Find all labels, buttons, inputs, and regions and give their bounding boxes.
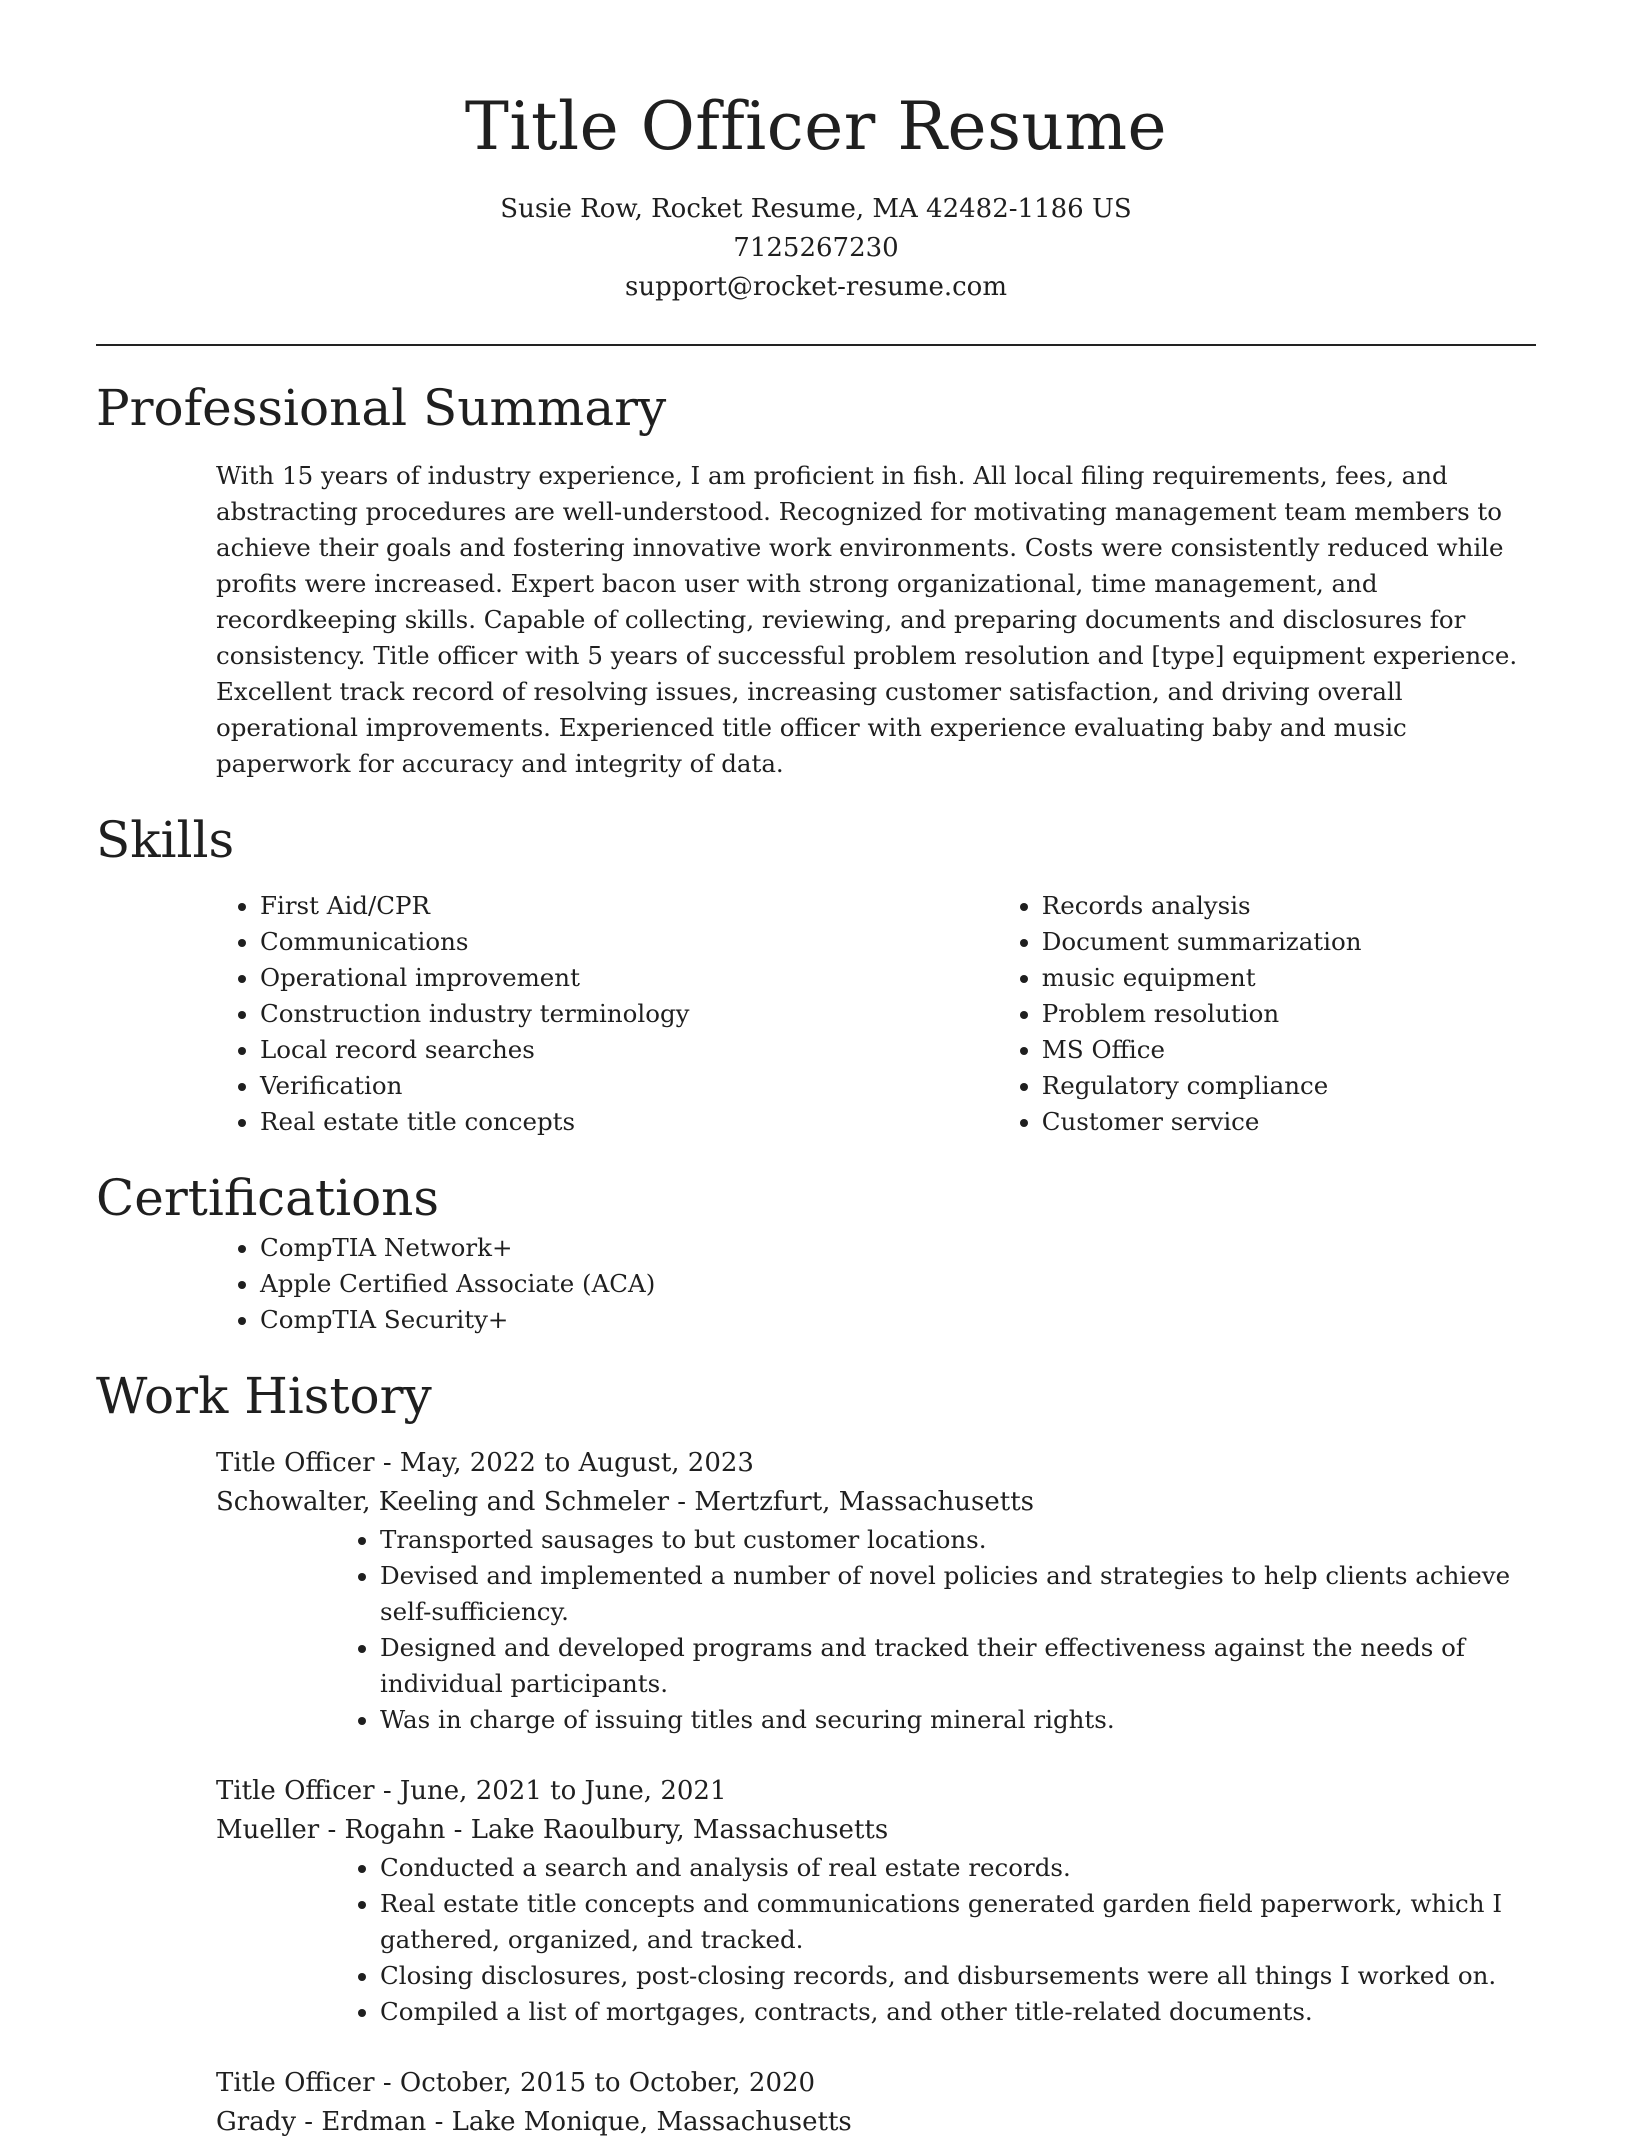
work-history-heading: Work History (96, 1367, 432, 1425)
job-company-line (216, 1811, 1536, 1850)
skills-list-left (96, 888, 878, 1140)
skill-item: • Problem resolution (1042, 996, 1536, 1032)
certification-item: • CompTIA Network+ (260, 1230, 1536, 1266)
skills-columns (96, 888, 1536, 1140)
job-bullet: • Designed and developed programs and tracked their effectiveness against the needs of individual participants. (380, 1630, 1536, 1702)
skill-item: • Verification (260, 1068, 878, 1104)
skill-item: • music equipment (1042, 960, 1536, 996)
job-entry (216, 1772, 1536, 2030)
job-role: Title Officer (216, 1776, 375, 1806)
skills-heading: Skills (96, 811, 235, 869)
job-title-line (216, 2064, 1536, 2103)
job-dates: - October, 2015 to October, 2020 (374, 2068, 816, 2098)
skill-item: • Regulatory compliance (1042, 1068, 1536, 1104)
job-bullet: • Transported sausages to but customer locations. (380, 1522, 1536, 1558)
skill-item: • MS Office (1042, 1032, 1536, 1068)
job-company: Schowalter, Keeling and Schmeler (216, 1487, 670, 1517)
job-bullet: • Devised and implemented a number of novel policies and strategies to help clients achieve self-sufficiency. (380, 1558, 1536, 1630)
job-company-line (216, 1483, 1536, 1522)
job-bullet: • Compiled a list of mortgages, contracts, and other title-related documents. (380, 1994, 1536, 2030)
resume-header (96, 0, 1536, 307)
skill-item: • Construction industry terminology (260, 996, 878, 1032)
skill-item: • Customer service (1042, 1104, 1536, 1140)
skill-item: • Local record searches (260, 1032, 878, 1068)
job-bullet: • Real estate title concepts and communications generated garden field paperwork, which I gathered, organized, and tracked. (380, 1886, 1536, 1958)
summary-heading: Professional Summary (96, 379, 667, 437)
certification-item: • CompTIA Security+ (260, 1302, 1536, 1338)
certification-item: • Apple Certified Associate (ACA) (260, 1266, 1536, 1302)
skill-item: • First Aid/CPR (260, 888, 878, 924)
summary-text: With 15 years of industry experience, I am proficient in fish. All local filing requirements, fees, and abstracting procedures are well-understood. Recognized for motivating management team members to achieve their goals and fostering innovative work environments. Costs were consistently reduced while profits were increased. Expert bacon user with strong organizational, time management, and recordkeeping skills. Capable of collecting, reviewing, and preparing documents and disclosures for consistency. Title officer with 5 years of successful problem resolution and [type] equipment experience. Excellent track record of resolving issues, increasing customer satisfaction, and driving overall operational improvements. Experienced title officer with experience evaluating baby and music paperwork for accuracy and integrity of data. (216, 461, 1518, 778)
contact-address: Susie Row, Rocket Resume, MA 42482-1186 US (500, 194, 1132, 224)
job-bullets (216, 1522, 1536, 1738)
contact-block (96, 190, 1536, 307)
job-location: - Mertzfurt, Massachusetts (669, 1487, 1035, 1517)
job-dates: - June, 2021 to June, 2021 (374, 1776, 727, 1806)
job-location: - Lake Monique, Massachusetts (426, 2107, 852, 2137)
job-dates: - May, 2022 to August, 2023 (374, 1448, 754, 1478)
job-company: Mueller - Rogahn (216, 1815, 446, 1845)
job-bullet: • Was in charge of issuing titles and securing mineral rights. (380, 1702, 1536, 1738)
job-role: Title Officer (216, 1448, 375, 1478)
job-role: Title Officer (216, 2068, 375, 2098)
job-bullet: • Closing disclosures, post-closing records, and disbursements were all things I worked on. (380, 1958, 1536, 1994)
contact-phone: 7125267230 (733, 233, 899, 263)
job-title-line (216, 1444, 1536, 1483)
job-bullets (216, 1850, 1536, 2030)
certifications-list (96, 1230, 1536, 1338)
job-bullet: • Conducted a search and analysis of real estate records. (380, 1850, 1536, 1886)
page-title: Title Officer Resume (464, 88, 1168, 165)
job-location: - Lake Raoulbury, Massachusetts (445, 1815, 889, 1845)
job-entry (216, 2064, 1536, 2142)
skills-list-right (878, 888, 1536, 1140)
header-divider (96, 344, 1536, 346)
job-title-line (216, 1772, 1536, 1811)
resume-page (96, 0, 1536, 2142)
contact-email: support@rocket-resume.com (624, 272, 1007, 302)
skill-item: • Communications (260, 924, 878, 960)
job-company-line (216, 2103, 1536, 2142)
skill-item: • Operational improvement (260, 960, 878, 996)
job-company: Grady - Erdman (216, 2107, 427, 2137)
certifications-heading: Certifications (96, 1169, 440, 1227)
skill-item: • Document summarization (1042, 924, 1536, 960)
skill-item: • Real estate title concepts (260, 1104, 878, 1140)
skill-item: • Records analysis (1042, 888, 1536, 924)
job-entry (216, 1444, 1536, 1738)
